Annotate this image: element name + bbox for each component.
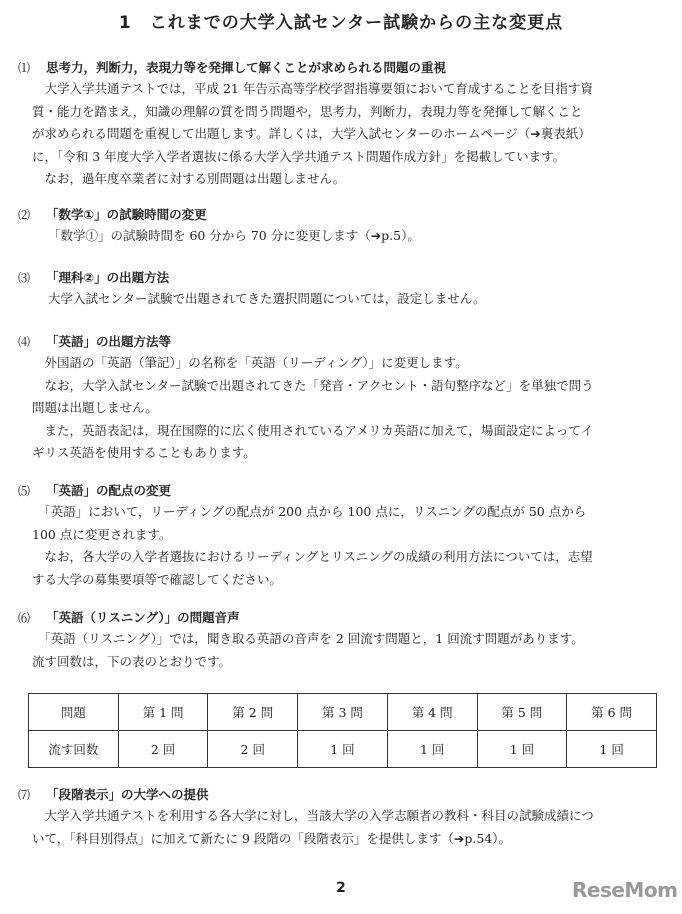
section-title: 「英語」の配点の変更 [46,483,172,498]
table-header-cell: 第 4 問 [387,694,477,731]
body-line: 流す回数は，下の表のとおりです。 [32,653,232,669]
table-cell: 1 回 [298,731,388,768]
section-body [18,288,658,311]
table-cell: 1 回 [387,731,477,768]
section-number: ⑵ [18,208,31,222]
body-line: 大学入学共通テストでは，平成 21 年告示高等学校学習指導要領において育成することを目指す資 [32,81,593,96]
section-number: ⑶ [18,271,31,285]
body-line: また，英語表記は，現在国際的に広く使用されているアメリカ英語に加えて，場面設定によってイ [32,422,594,438]
table-header-cell: 問題 [29,694,119,731]
section-number: ⑹ [18,611,31,625]
table-header-cell: 第 5 問 [477,694,567,731]
body-line: なお，過年度卒業者に対する別問題は出題しません。 [32,171,346,186]
section-body [18,805,658,850]
section-title: 「英語（リスニング）」の問題音声 [46,610,240,625]
resemom-logo: ReseMom [572,878,678,902]
body-line: 大学入学共通テストを利用する各大学に対し，当該大学の入学志願者の教科・科目の試験成績につ [32,808,594,823]
table-cell: 1 回 [477,731,567,768]
section-6 [18,608,658,673]
body-line: 問題は出題しません。 [32,400,158,415]
table-header-cell: 第 6 問 [567,694,657,731]
table-cell: 1 回 [567,731,657,768]
page-title: 1 これまでの大学入試センター試験からの主な変更点 [118,13,564,33]
section-body [18,628,658,673]
table-header-cell: 第 1 問 [118,694,208,731]
section-body [18,352,658,465]
table-row [29,731,657,768]
table-header-cell: 第 2 問 [208,694,298,731]
section-body [18,78,658,191]
body-line: 100 点に変更されます。 [32,526,172,542]
section-body [18,501,658,591]
section-title: 「英語」の出題方法等 [46,334,172,349]
body-line: 「英語（リスニング）」では，聞き取る英語の音声を 2 回流す問題と，1 回流す問題があります。 [32,631,584,646]
table-header-cell: 第 3 問 [298,694,388,731]
section-body [18,225,658,248]
section-title: 「理科②」の出題方法 [46,270,170,285]
body-line: 外国語の「英語（筆記）」の名称を「英語（リーディング）」に変更します。 [32,355,468,370]
section-5 [18,481,658,591]
table-cell: 2 回 [208,731,298,768]
section-number: ⑷ [18,335,31,349]
body-line: 「数学①」の試験時間を 60 分から 70 分に変更します（➔p.5）。 [48,228,420,243]
section-number: ⑴ [18,61,31,75]
section-number: ⑺ [18,788,31,802]
section-number: ⑸ [18,484,31,498]
body-line: が求められる問題を重視して出題します。詳しくは，大学入試センターのホームページ（➔裏表紙） [32,126,591,141]
body-line: 「英語」において，リーディングの配点が 200 点から 100 点に，リスニングの配点が 50 点から [32,504,587,519]
section-4 [18,332,658,465]
section-3 [18,268,658,311]
section-title: 「数学①」の試験時間の変更 [46,207,207,222]
body-line: ギリス英語を使用することもあります。 [32,445,256,460]
section-2 [18,205,658,248]
section-title: 思考力，判断力，表現力等を発揮して解くことが求められる問題の重視 [46,60,447,75]
body-line: に，「令和 3 年度大学入学者選抜に係る大学入学共通テスト問題作成方針」を掲載しています。 [32,148,566,164]
section-title: 「段階表示」の大学への提供 [46,787,209,802]
body-line: 質・能力を踏まえ，知識の理解の質を問う問題や，思考力，判断力，表現力等を発揮して解くこと [32,103,583,119]
playback-count-table [28,693,657,768]
section-1 [18,58,658,191]
page-number: 2 [336,880,346,896]
table-row [29,694,657,731]
body-line: 大学入試センター試験で出題されてきた選択問題については，設定しません。 [48,291,486,306]
table-cell: 2 回 [118,731,208,768]
body-line: なお，大学入試センター試験で出題されてきた「発音・アクセント・語句整序など」を単独で問う [32,377,594,393]
table-cell: 流す回数 [29,731,119,768]
body-line: する大学の募集要項等で確認してください。 [32,571,283,587]
body-line: いて，「科目別得点」に加えて新たに 9 段階の「段階表示」を提供します（➔p.54）。 [32,830,512,846]
section-7 [18,785,658,850]
body-line: なお，各大学の入学者選抜におけるリーディングとリスニングの成績の利用方法については，志望 [32,549,593,564]
